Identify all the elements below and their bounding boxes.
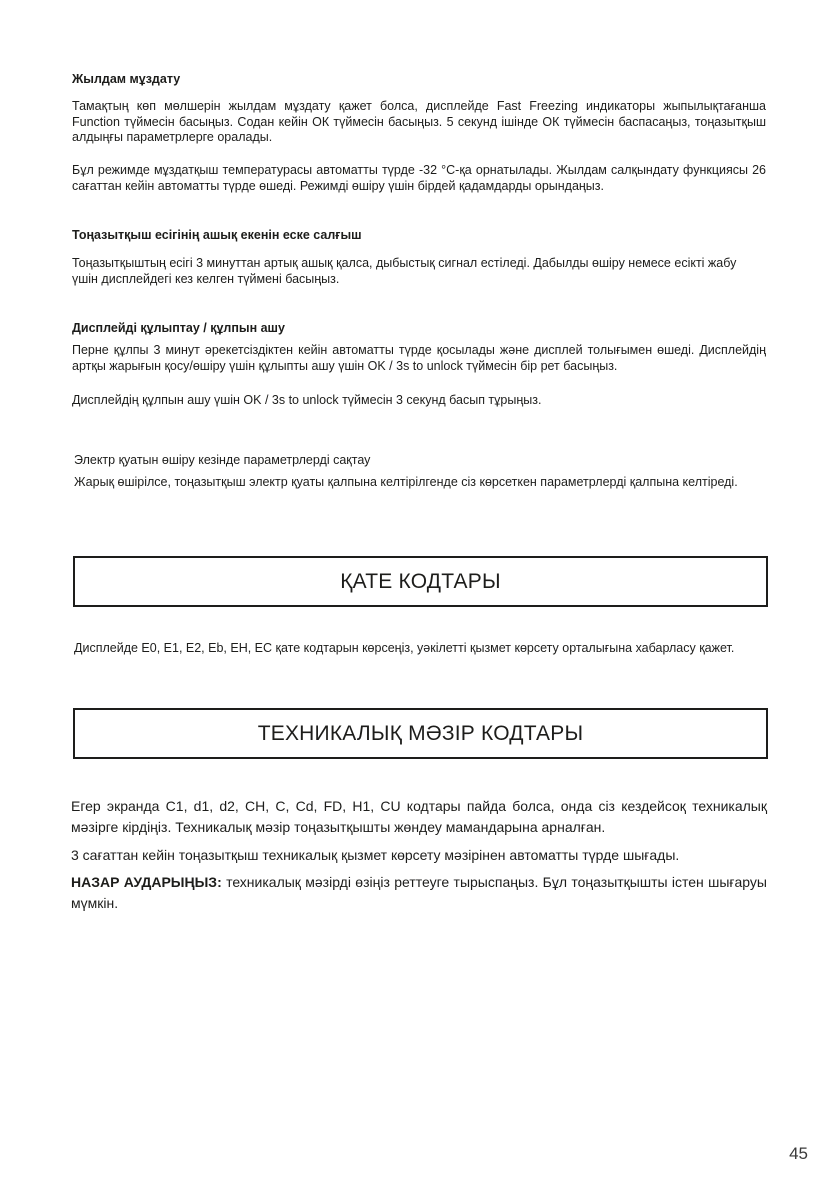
fast-freeze-paragraph-2: Бұл режимде мұздатқыш температурасы автоматты түрде -32 °C-қа орнатылады. Жылдам салқындату функциясы 26 сағаттан кейін автоматты түрде өшеді. Режимді өшіру үшін бірдей қадамдарды орындаңыз. [72,163,766,193]
section-title-memory: Электр қуатын өшіру кезінде параметрлерді сақтау [74,453,371,467]
display-lock-paragraph-2: Дисплейдің құлпын ашу үшін OK / 3s to unlock түймесін 3 секунд басып тұрыңыз. [72,393,542,407]
page-number: 45 [789,1144,808,1163]
tech-menu-paragraph-2: 3 сағаттан кейін тоңазытқыш техникалық қызмет көрсету мәзірінен автоматты түрде шығады. [71,847,680,863]
section-title-fast-freeze: Жылдам мұздату [72,72,181,86]
error-codes-title: ҚАТЕ КОДТАРЫ [340,569,501,593]
tech-menu-title-box [73,708,768,759]
section-title-door-alarm: Тоңазытқыш есігінің ашық екенін еске салғыш [72,228,362,242]
warning-text: техникалық мәзірді өзіңіз реттеуге тырыспаңыз. Бұл тоңазытқышты істен шығаруы мүмкін. [71,874,767,911]
tech-menu-title: ТЕХНИКАЛЫҚ МӘЗІР КОДТАРЫ [257,721,584,745]
tech-menu-paragraph-1: Егер экранда C1, d1, d2, CH, C, Cd, FD, H1, CU кодтары пайда болса, онда сіз кездейсоқ техникалық мәзірге кірдіңіз. Техникалық мәзір тоңазытқышты жөндеу мамандарына арналған. [71,798,767,835]
error-codes-title-box [73,556,768,607]
warning-label: НАЗАР АУДАРЫҢЫЗ: [71,874,222,890]
section-title-display-lock: Дисплейді құлыптау / құлпын ашу [72,321,285,335]
display-lock-paragraph-1: Перне құлпы 3 минут әрекетсіздіктен кейін автоматты түрде қосылады және дисплей толығымен өшеді. Дисплейдің артқы жарығын қосу/өшіру үшін құлыпты ашу үшін OK / 3s to unlock түймесін бір рет басыңыз. [72,343,766,373]
error-codes-paragraph: Дисплейде E0, E1, E2, Eb, EH, EC қате кодтарын көрсеңіз, уәкілетті қызмет көрсету орталығына хабарласу қажет. [74,641,735,655]
fast-freeze-paragraph-1: Тамақтың көп мөлшерін жылдам мұздату қажет болса, дисплейде Fast Freezing индикаторы жыпылықтағанша Function түймесін басыңыз. Содан кейін ОК түймесін басыңыз. 5 секунд ішінде ОК түймесін баспасаңыз, тоңазытқыш алдыңғы параметрлерге оралады. [72,99,766,144]
memory-paragraph: Жарық өшірілсе, тоңазытқыш электр қуаты қалпына келтірілгенде сіз көрсеткен параметрлерді қалпына келтіреді. [74,475,738,489]
door-alarm-paragraph: Тоңазытқыштың есігі 3 минуттан артық ашық қалса, дыбыстық сигнал естіледі. Дабылды өшіру немесе есікті жабу үшін дисплейдегі кез келген түймені басыңыз. [72,256,737,286]
tech-menu-warning [71,872,767,914]
